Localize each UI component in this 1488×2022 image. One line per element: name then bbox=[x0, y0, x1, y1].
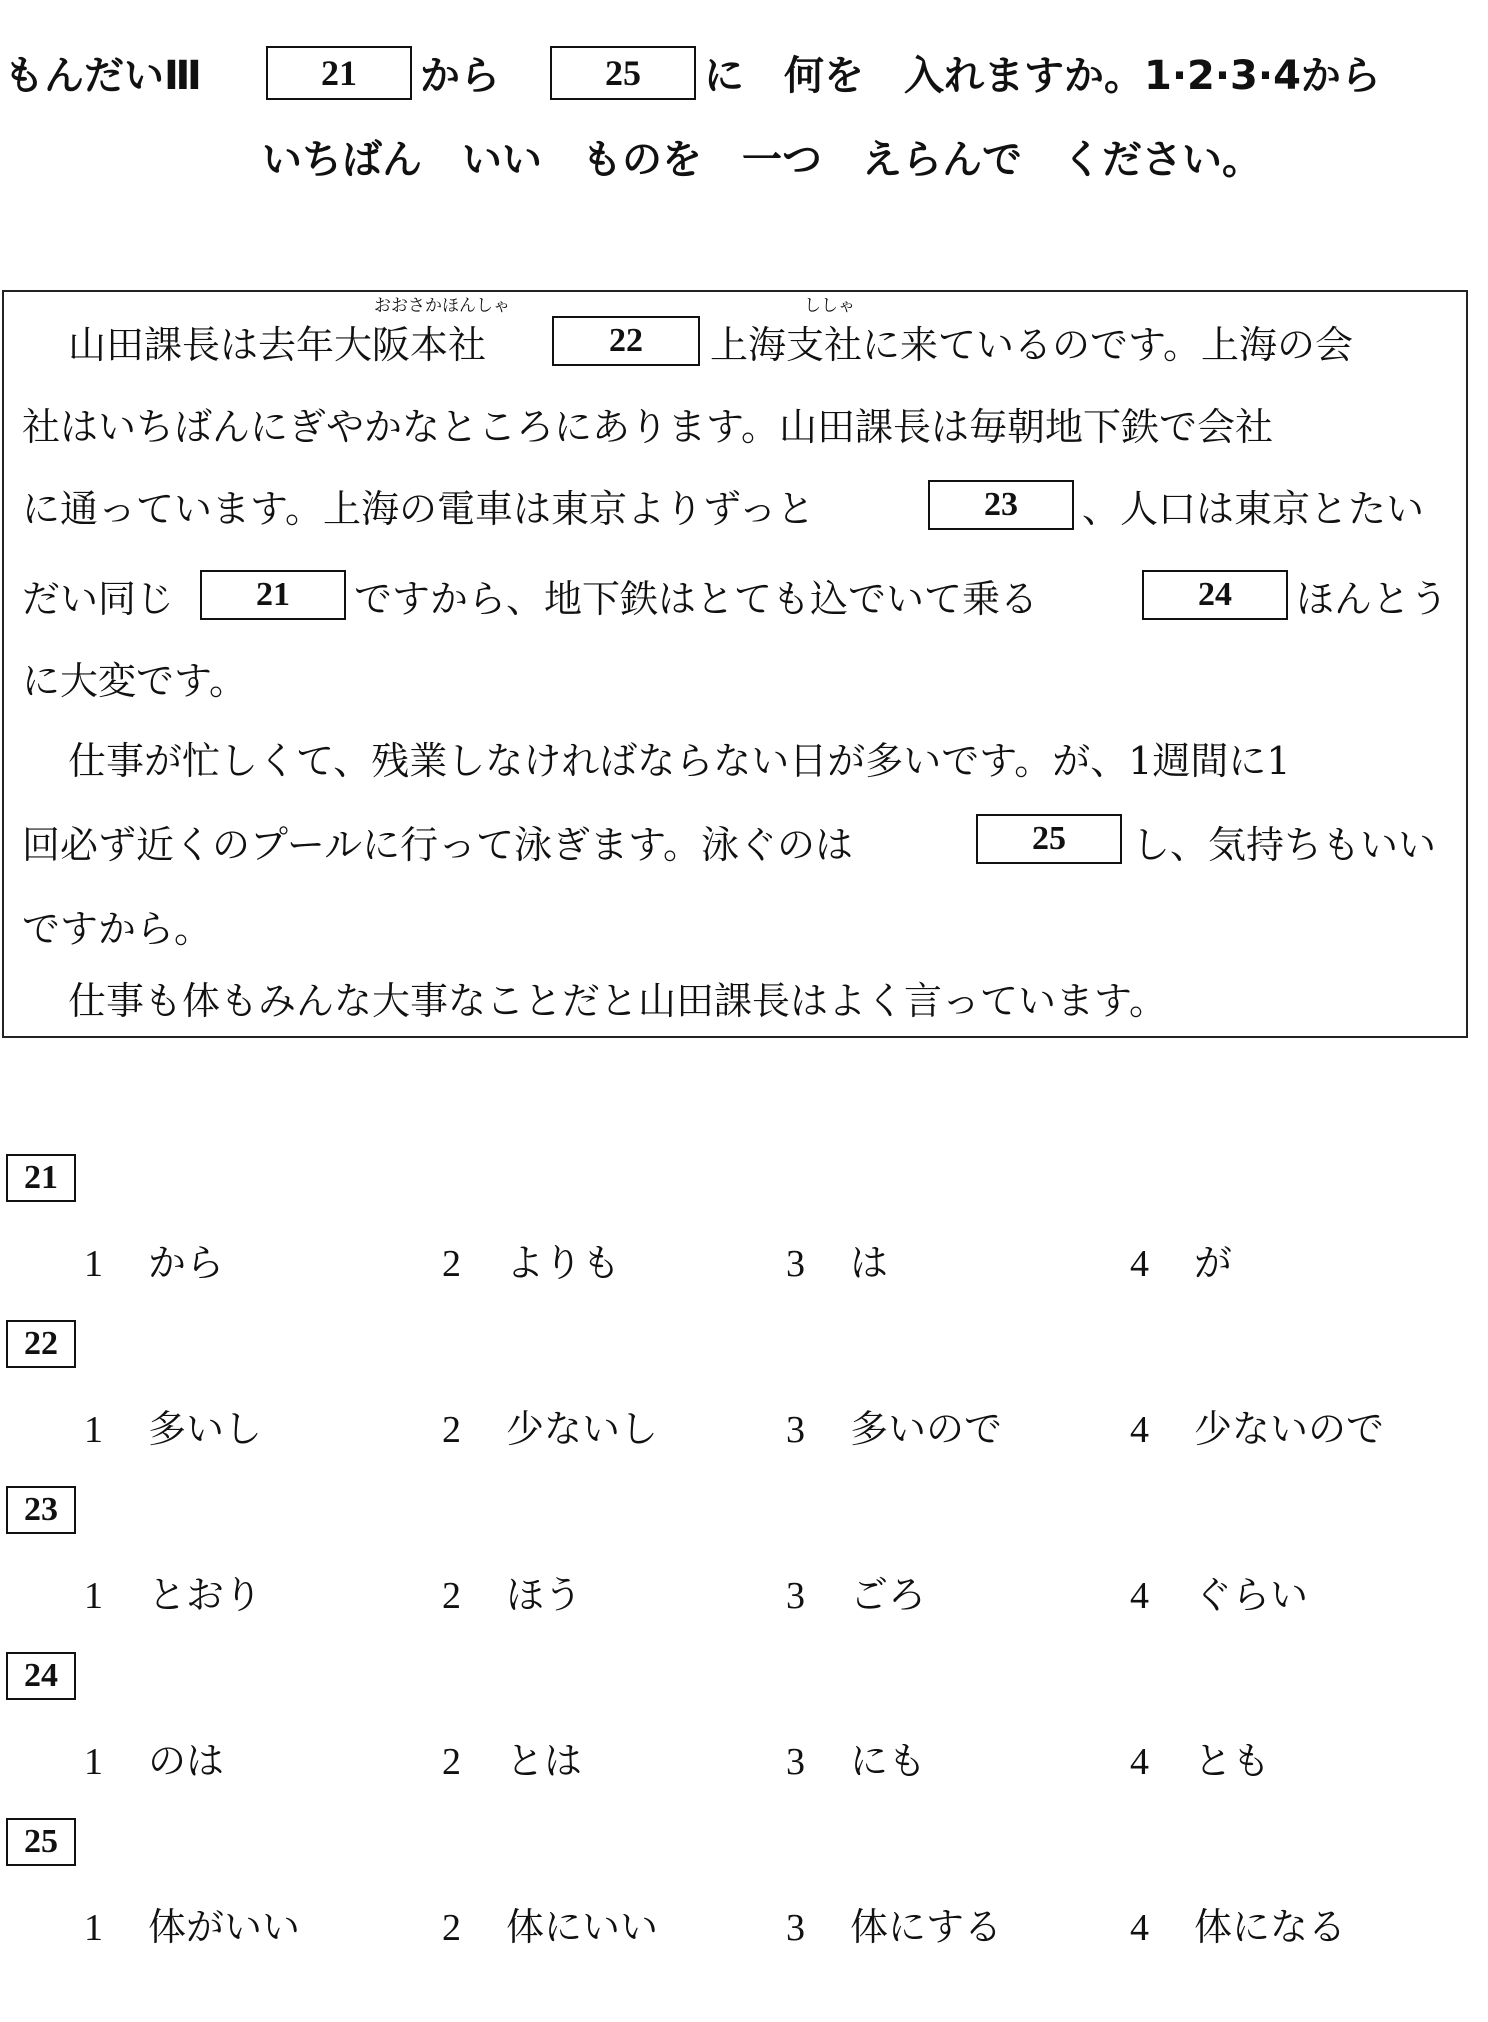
option-3[interactable]: 3 ごろ bbox=[786, 1573, 927, 1617]
furigana-osaka: おおさかほんしゃ bbox=[374, 296, 510, 316]
passage-line-3b: 、人口は東京とたい bbox=[1082, 487, 1425, 531]
range-start-box: 21 bbox=[266, 46, 412, 100]
question-number: 21 bbox=[6, 1154, 76, 1202]
passage-line-6: 仕事が忙しくて、残業しなければならない日が多いです。が、1週間に1 bbox=[68, 739, 1291, 783]
blank-24: 24 bbox=[1142, 570, 1288, 620]
option-1[interactable]: 1 体がいい bbox=[84, 1905, 301, 1949]
option-3[interactable]: 3 多いので bbox=[786, 1407, 1003, 1451]
question-number: 22 bbox=[6, 1320, 76, 1368]
range-mid-text: から bbox=[420, 53, 500, 99]
question-number: 23 bbox=[6, 1486, 76, 1534]
blank-25: 25 bbox=[976, 814, 1122, 864]
option-3[interactable]: 3 にも bbox=[786, 1739, 927, 1783]
option-4[interactable]: 4 体になる bbox=[1130, 1905, 1347, 1949]
section-label: もんだいⅢ bbox=[4, 53, 202, 99]
option-1[interactable]: 1 のは bbox=[84, 1739, 225, 1783]
option-2[interactable]: 2 とは bbox=[442, 1739, 583, 1783]
blank-21: 21 bbox=[200, 570, 346, 620]
option-4[interactable]: 4 とも bbox=[1130, 1739, 1271, 1783]
blank-22: 22 bbox=[552, 316, 700, 366]
passage-line-2: 社はいちばんにぎやかなところにあります。山田課長は毎朝地下鉄で会社 bbox=[22, 405, 1273, 449]
furigana-shisha: ししゃ bbox=[804, 296, 855, 316]
reading-passage bbox=[2, 290, 1468, 1038]
option-2[interactable]: 2 ほう bbox=[442, 1573, 583, 1617]
passage-line-7a: 回必ず近くのプールに行って泳ぎます。泳ぐのは bbox=[22, 823, 854, 867]
passage-line-4a: だい同じ bbox=[22, 577, 175, 621]
passage-line-1b: 上海支社に来ているのです。上海の会 bbox=[710, 323, 1353, 367]
instruction-line2: いちばん いい ものを 一つ えらんで ください。 bbox=[262, 137, 1262, 183]
option-2[interactable]: 2 よりも bbox=[442, 1241, 621, 1285]
option-4[interactable]: 4 が bbox=[1130, 1241, 1233, 1285]
option-4[interactable]: 4 少ないので bbox=[1130, 1407, 1385, 1451]
question-number: 25 bbox=[6, 1818, 76, 1866]
option-1[interactable]: 1 とおり bbox=[84, 1573, 263, 1617]
option-2[interactable]: 2 体にいい bbox=[442, 1905, 659, 1949]
option-3[interactable]: 3 体にする bbox=[786, 1905, 1003, 1949]
passage-line-8: ですから。 bbox=[22, 907, 213, 951]
blank-23: 23 bbox=[928, 480, 1074, 530]
option-2[interactable]: 2 少ないし bbox=[442, 1407, 659, 1451]
option-1[interactable]: 1 から bbox=[84, 1241, 225, 1285]
range-end-box: 25 bbox=[550, 46, 696, 100]
passage-line-9: 仕事も体もみんな大事なことだと山田課長はよく言っています。 bbox=[68, 979, 1167, 1023]
passage-line-3a: に通っています。上海の電車は東京よりずっと bbox=[22, 487, 815, 531]
passage-line-7b: し、気持ちもいい bbox=[1132, 823, 1437, 867]
instruction-line1: に 何を 入れますか。1·2·3·4から bbox=[704, 53, 1381, 99]
option-3[interactable]: 3 は bbox=[786, 1241, 889, 1285]
passage-line-1a: 山田課長は去年大阪本社 bbox=[68, 323, 487, 367]
option-1[interactable]: 1 多いし bbox=[84, 1407, 263, 1451]
question-number: 24 bbox=[6, 1652, 76, 1700]
passage-line-5: に大変です。 bbox=[22, 659, 247, 703]
passage-line-4c: ほんとう bbox=[1296, 577, 1449, 621]
option-4[interactable]: 4 ぐらい bbox=[1130, 1573, 1309, 1617]
passage-line-4b: ですから、地下鉄はとても込でいて乗る bbox=[354, 577, 1039, 621]
